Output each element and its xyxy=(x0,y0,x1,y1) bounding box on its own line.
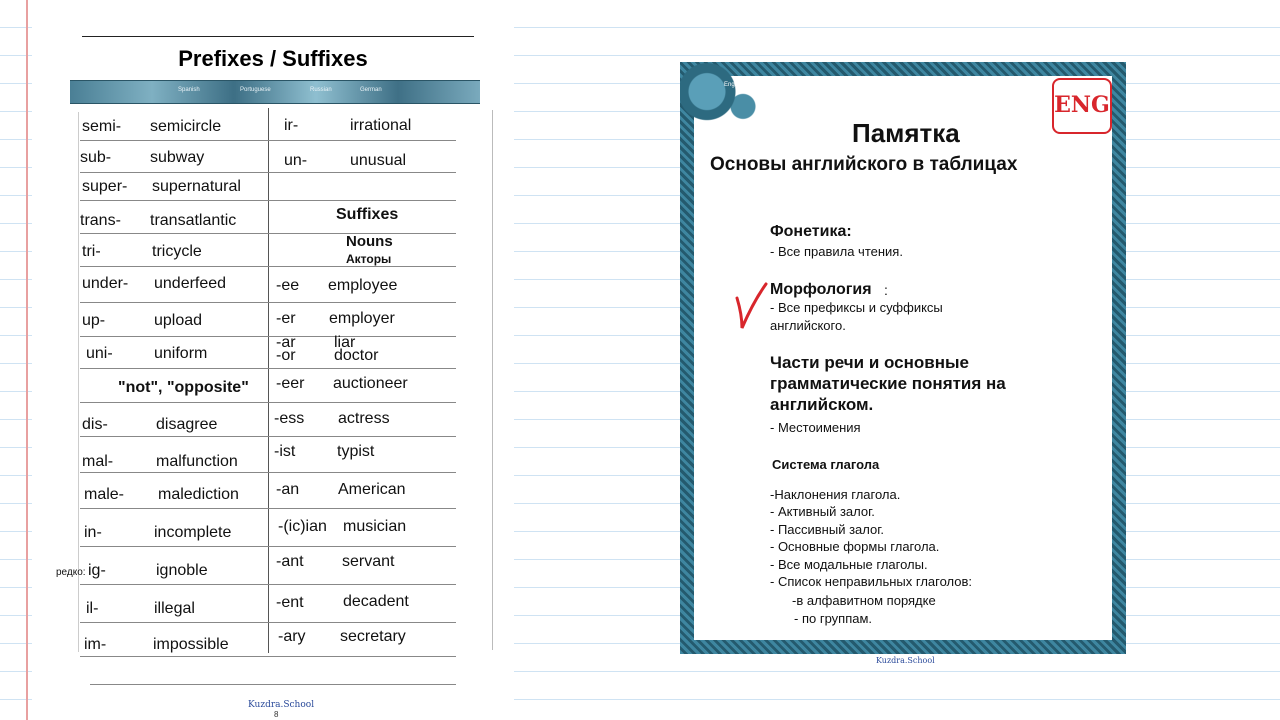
verb-subitem: -в алфавитном порядке xyxy=(792,593,936,608)
prefix: under- xyxy=(82,275,129,292)
phonetics-heading: Фонетика: xyxy=(770,223,852,240)
bottom-rule xyxy=(90,684,456,685)
prefix: trans- xyxy=(80,212,121,229)
prefix: un- xyxy=(284,152,308,169)
example-word: upload xyxy=(154,312,203,329)
row-line xyxy=(80,336,456,337)
example-word: doctor xyxy=(334,347,379,364)
parts-heading: Части речи и основные xyxy=(770,353,969,372)
memo-cover xyxy=(680,62,1126,654)
prefix: ir- xyxy=(284,117,299,134)
footer-brand: Kuzdra.School xyxy=(248,700,315,710)
memo-title: Памятка xyxy=(852,118,960,148)
actors-heading: Акторы xyxy=(346,252,392,266)
example-word: subway xyxy=(150,149,205,166)
row-line xyxy=(80,368,456,369)
table-border-right xyxy=(492,110,493,650)
row-line xyxy=(80,200,268,201)
row-line xyxy=(268,140,456,141)
suffixes-heading: Suffixes xyxy=(336,206,399,223)
example-word: supernatural xyxy=(152,178,241,195)
prefix: sub- xyxy=(80,149,112,166)
prefix: dis- xyxy=(82,416,108,433)
row-line xyxy=(80,302,456,303)
section-heading-not-opposite: "not", "opposite" xyxy=(118,379,249,396)
suffix: -ary xyxy=(278,628,306,645)
suffix: -eer xyxy=(276,375,305,392)
verb-item: - Все модальные глаголы. xyxy=(770,557,928,572)
example-word: secretary xyxy=(340,628,406,645)
verb-item: - Список неправильных глаголов: xyxy=(770,574,973,589)
prefix: semi- xyxy=(82,118,122,135)
example-word: typist xyxy=(337,443,375,460)
row-line xyxy=(80,436,456,437)
parts-heading: английском. xyxy=(770,395,874,414)
suffix: -ent xyxy=(276,594,304,611)
example-word: underfeed xyxy=(154,275,227,292)
prefix: up- xyxy=(82,312,106,329)
parts-heading: грамматические понятия на xyxy=(770,374,1006,393)
morphology-item: английского. xyxy=(770,318,846,333)
example-word: transatlantic xyxy=(150,212,237,229)
example-word: actress xyxy=(338,410,390,427)
banner-label: Spanish xyxy=(178,87,200,93)
row-line xyxy=(80,584,456,585)
prefix: im- xyxy=(84,636,107,653)
prefix: male- xyxy=(84,486,125,503)
suffix: -ant xyxy=(276,553,304,570)
corner-label: English xyxy=(724,82,744,88)
morphology-colon: : xyxy=(884,282,888,298)
verb-subitem: - по группам. xyxy=(794,611,873,626)
example-word: impossible xyxy=(153,636,229,653)
example-word: unusual xyxy=(350,152,407,169)
row-line xyxy=(80,266,456,267)
memo-subtitle: Основы английского в таблицах xyxy=(710,154,1018,175)
prefix: mal- xyxy=(82,453,114,470)
row-line xyxy=(80,508,456,509)
example-word: illegal xyxy=(154,600,195,617)
row-line xyxy=(80,402,456,403)
notebook-margin-line xyxy=(26,0,28,720)
example-word: liar xyxy=(334,334,356,351)
prefix: tri- xyxy=(82,243,101,260)
rare-note: редко: xyxy=(56,567,86,578)
row-line xyxy=(80,546,456,547)
prefix: ig- xyxy=(88,562,106,579)
suffix: -(ic)ian xyxy=(278,518,327,535)
suffix: -ar xyxy=(276,334,296,351)
banner-label: Portuguese xyxy=(240,87,271,93)
example-word: servant xyxy=(342,553,395,570)
banner-label: German xyxy=(360,87,382,93)
verb-item: - Пассивный залог. xyxy=(770,522,884,537)
suffix: -ist xyxy=(274,443,296,460)
decorative-banner xyxy=(70,80,480,104)
verb-item: -Наклонения глагола. xyxy=(770,487,901,502)
verb-item: - Основные формы глагола. xyxy=(770,539,940,554)
example-word: employee xyxy=(328,277,398,294)
eng-badge: ENG xyxy=(1052,78,1112,134)
suffix: -or xyxy=(276,347,296,364)
table-divider xyxy=(268,108,269,653)
suffix: -ee xyxy=(276,277,300,294)
morphology-item: - Все префиксы и суффиксы xyxy=(770,300,943,315)
row-line xyxy=(80,472,456,473)
phonetics-item: - Все правила чтения. xyxy=(770,244,903,259)
suffix: -er xyxy=(276,310,296,327)
suffix: -ess xyxy=(274,410,305,427)
parts-item: - Местоимения xyxy=(770,420,861,435)
example-word: tricycle xyxy=(152,243,202,260)
top-rule xyxy=(82,36,474,37)
example-word: malediction xyxy=(158,486,239,503)
prefixes-suffixes-page xyxy=(32,0,514,720)
verb-system-heading: Система глагола xyxy=(772,457,880,472)
example-word: ignoble xyxy=(156,562,208,579)
banner-label: Russian xyxy=(310,87,332,93)
nouns-heading: Nouns xyxy=(346,233,393,250)
example-word: decadent xyxy=(343,593,409,610)
example-word: auctioneer xyxy=(333,375,408,392)
row-line xyxy=(80,140,268,141)
row-line xyxy=(268,172,456,173)
page-title: Prefixes / Suffixes xyxy=(178,46,368,71)
example-word: employer xyxy=(329,310,395,327)
example-word: incomplete xyxy=(154,524,232,541)
suffix: -an xyxy=(276,481,300,498)
prefix: in- xyxy=(84,524,102,541)
prefix: il- xyxy=(86,600,99,617)
morphology-heading: Морфология xyxy=(770,281,872,298)
example-word: semicircle xyxy=(150,118,222,135)
row-line xyxy=(80,622,456,623)
example-word: irrational xyxy=(350,117,412,134)
row-line xyxy=(80,233,456,234)
row-line xyxy=(80,172,268,173)
corner-ornament xyxy=(680,62,770,136)
row-line xyxy=(80,656,456,657)
example-word: American xyxy=(338,481,406,498)
example-word: malfunction xyxy=(156,453,238,470)
verb-item: - Активный залог. xyxy=(770,504,875,519)
prefix: uni- xyxy=(86,345,113,362)
page-number: 8 xyxy=(274,710,279,719)
footer-brand: Kuzdra.School xyxy=(876,656,935,665)
row-line xyxy=(268,200,456,201)
example-word: uniform xyxy=(154,345,208,362)
prefix: super- xyxy=(82,178,128,195)
red-checkmark-icon xyxy=(734,280,770,332)
example-word: disagree xyxy=(156,416,218,433)
example-word: musician xyxy=(343,518,407,535)
